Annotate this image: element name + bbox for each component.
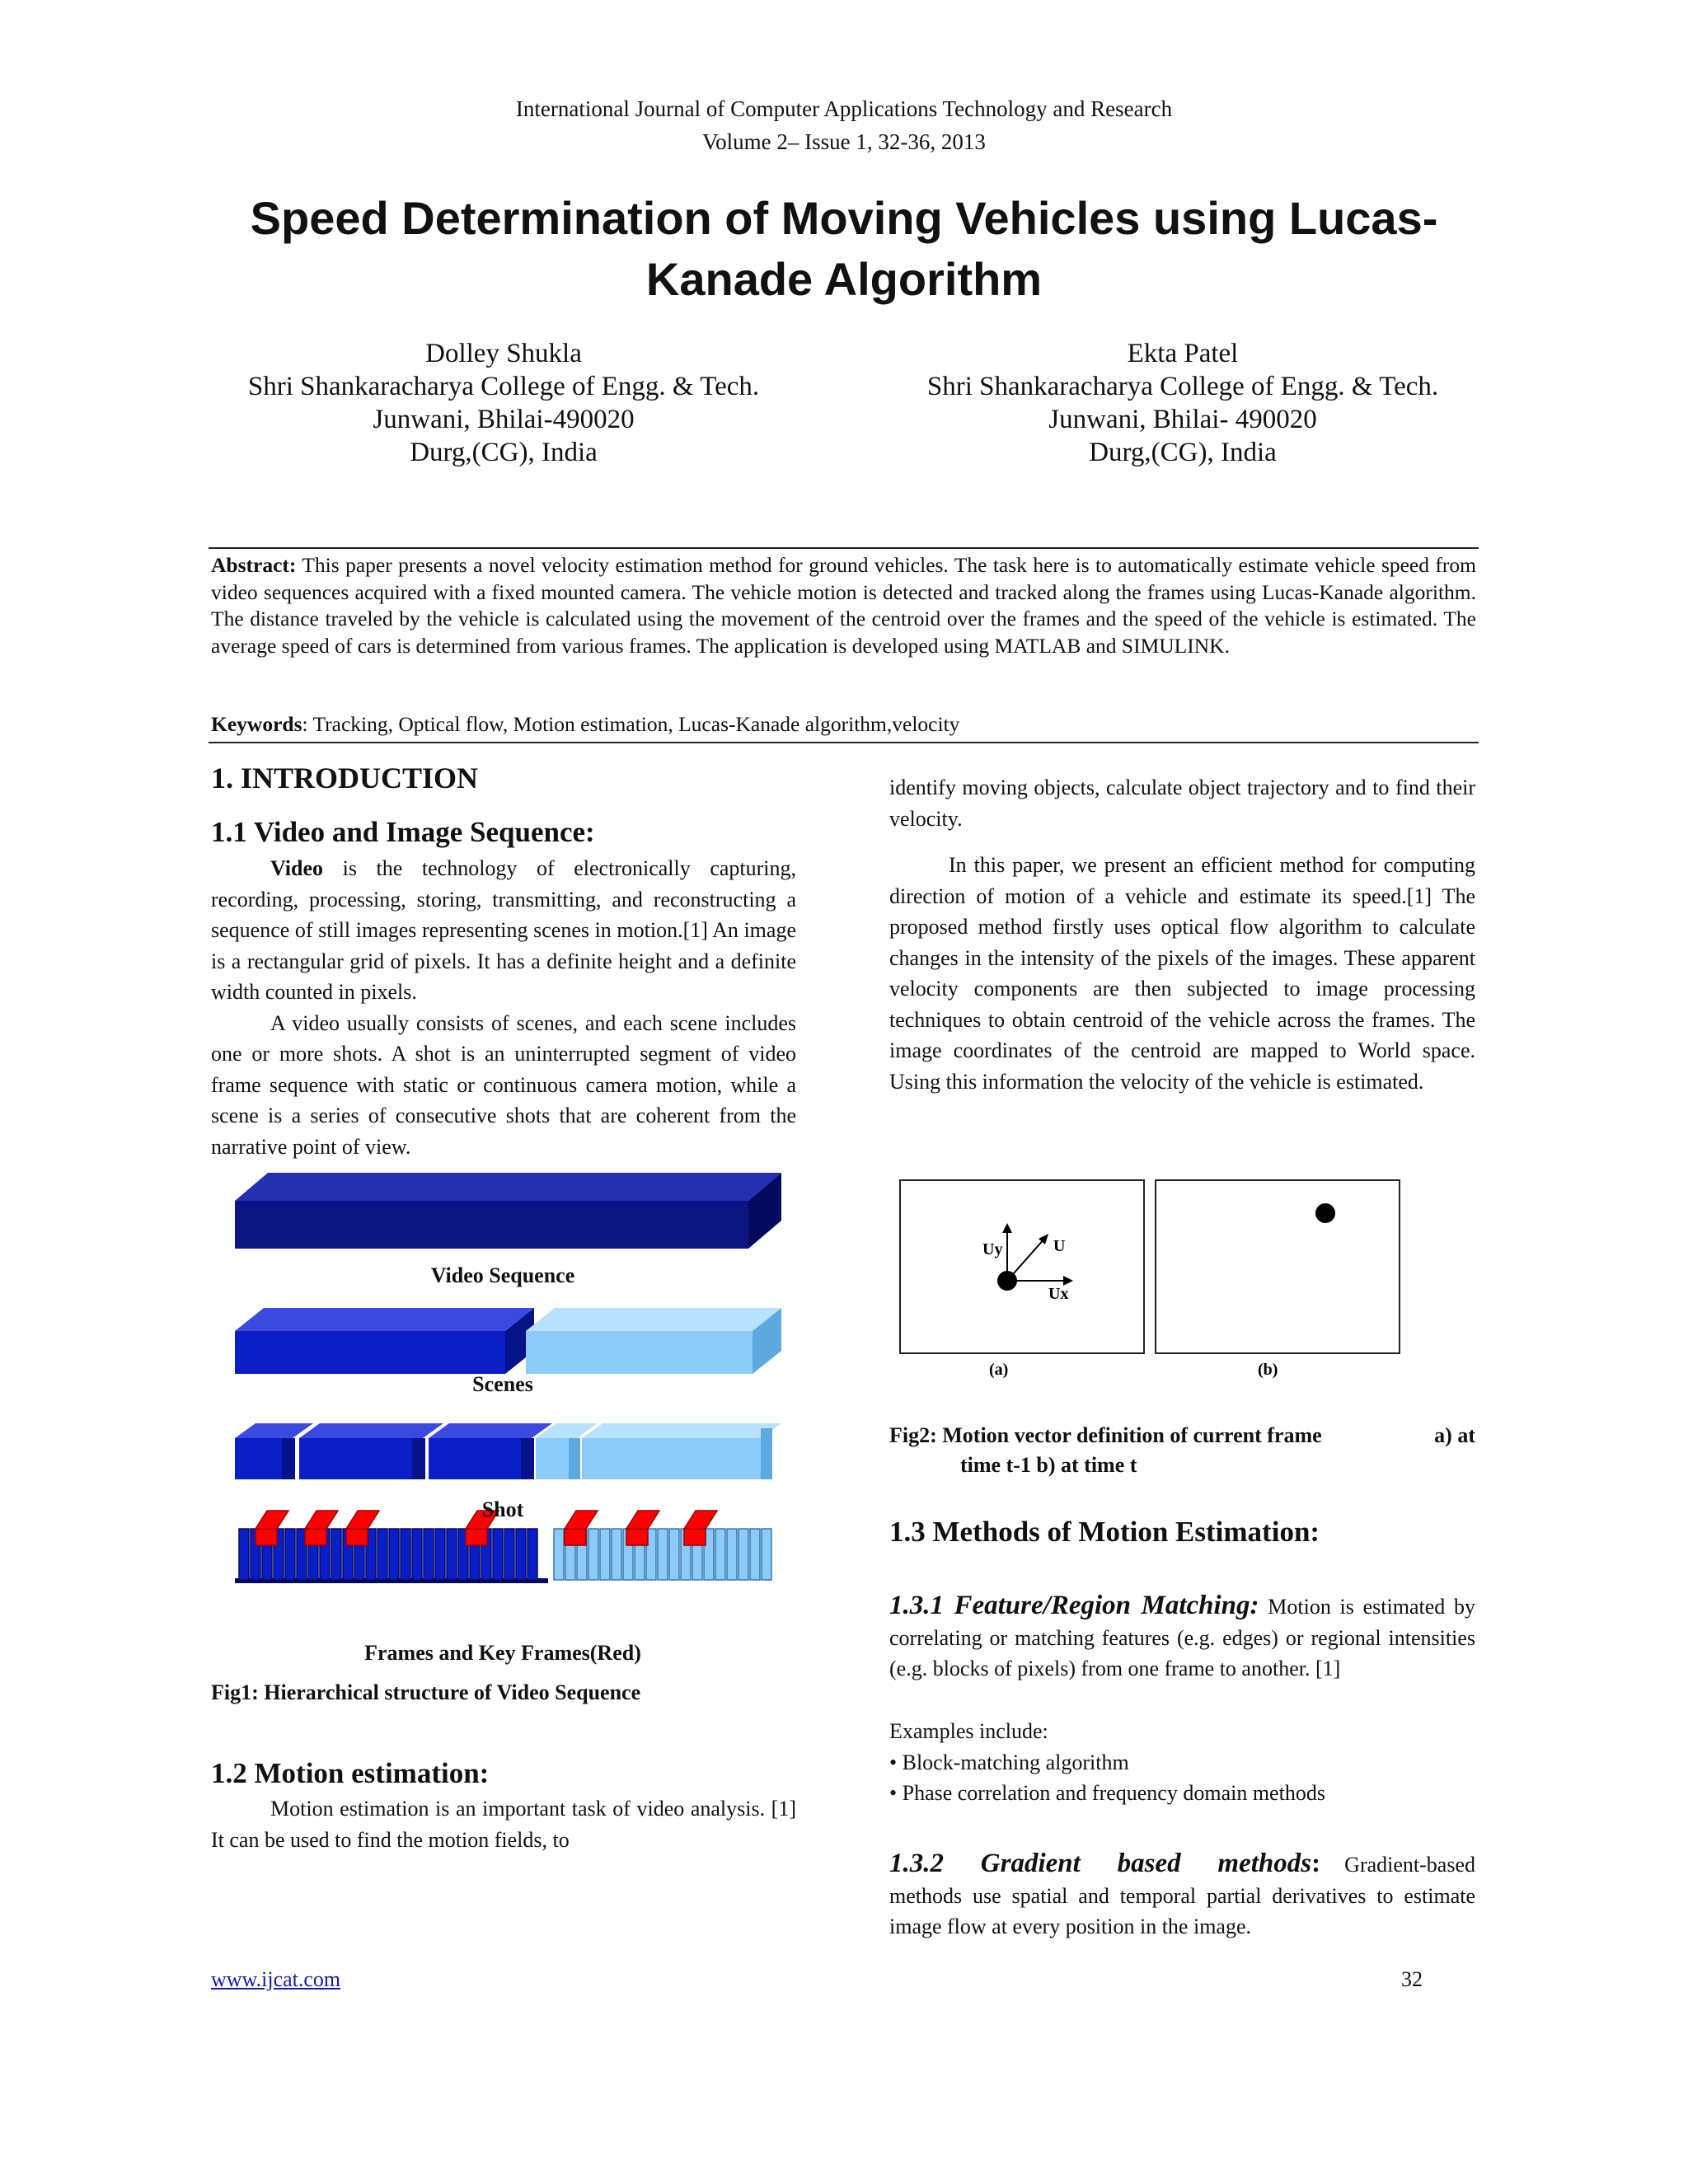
panel-b-label: (b) xyxy=(1258,1361,1278,1379)
intro-column-text xyxy=(211,853,796,1162)
title-line-2: Kanade Algorithm xyxy=(645,253,1043,305)
author-affiliation: Shri Shankaracharya College of Engg. & Tech. xyxy=(926,372,1439,401)
examples-label: Examples include: xyxy=(889,1719,1048,1743)
rule-top xyxy=(209,547,1479,549)
fig1-label-scenes: Scenes xyxy=(472,1372,533,1396)
journal-url-link[interactable]: www.ijcat.com xyxy=(211,1967,341,1991)
section-feature-matching xyxy=(889,1591,1475,1685)
heading-video-sequence: 1.1 Video and Image Sequence: xyxy=(211,816,595,848)
fig2-panel-a xyxy=(900,1180,1144,1353)
fig1-label-video-sequence: Video Sequence xyxy=(430,1263,575,1287)
author-name: Dolley Shukla xyxy=(425,339,582,368)
paragraph-proposed-method: In this paper, we present an efficient method for computing direction of motion of a vehicle and estimate its speed.[1] The proposed method firstly uses optical flow algorithm to calculate changes in the intensity of the pixels of the images. These apparent velocity components are then subjected to image processing techniques to obtain centroid of the vehicle across the frames. The image coordinates of the centroid are mapped to World space. Using this information the velocity of the vehicle is estimated. xyxy=(889,853,1475,1094)
fig2-motion-vector-diagram xyxy=(898,1179,1409,1385)
uy-label: Uy xyxy=(982,1240,1003,1258)
paper-title xyxy=(165,188,1523,310)
rule-bottom xyxy=(209,742,1479,743)
journal-volume: Volume 2– Issue 1, 32-36, 2013 xyxy=(702,129,986,154)
heading-methods: 1.3 Methods of Motion Estimation: xyxy=(889,1516,1320,1548)
keywords-label: Keywords xyxy=(211,712,302,736)
journal-name: International Journal of Computer Applications Technology and Research xyxy=(515,96,1173,121)
paragraph-video xyxy=(211,853,796,1008)
u-label: U xyxy=(1053,1237,1066,1255)
paragraph-motion-estimation: Motion estimation is an important task of video analysis. [1] It can be used to find the motion fields, to xyxy=(211,1797,796,1852)
heading-gradient-colon: : xyxy=(1311,1849,1321,1878)
heading-feature-matching: 1.3.1 Feature/Region Matching: xyxy=(889,1591,1259,1620)
keywords xyxy=(211,711,1476,738)
paragraph-scenes: A video usually consists of scenes, and each scene includes one or more shots. A shot is an uninterrupted segment of video frame sequence with static or continuous camera motion, while a scene is a series of consecutive shots that are coherent from the narrative point of view. xyxy=(211,1010,796,1159)
author-name: Ekta Patel xyxy=(1127,339,1239,368)
section-gradient-methods xyxy=(889,1849,1475,1943)
fig2-caption-line2: time t-1 b) at time t xyxy=(960,1453,1137,1477)
fig2-panel-b xyxy=(1156,1180,1400,1353)
author-affiliation: Shri Shankaracharya College of Engg. & Tech. xyxy=(247,372,760,401)
abstract-text: This paper presents a novel velocity estimation method for ground vehicles. The task here is to automatically estimate vehicle speed from video sequences acquired with a fixed mounted camera. The vehicle motion is detected and tracked along the frames using Lucas-Kanade algorithm. The distance traveled by the vehicle is calculated using the movement of the centroid over the frames and the speed of the vehicle is estimated. The average speed of cars is determined from various frames. The application is developed using MATLAB and SIMULINK. xyxy=(211,553,1476,658)
heading-gradient-methods: 1.3.2 Gradient based methods xyxy=(889,1849,1312,1878)
author-location: Durg,(CG), India xyxy=(410,438,598,467)
list-item: • Block-matching algorithm xyxy=(889,1750,1129,1774)
object-at-t xyxy=(1315,1203,1335,1223)
author-address: Junwani, Bhilai-490020 xyxy=(373,405,635,434)
scenes-blocks xyxy=(235,1308,781,1374)
title-line-1: Speed Determination of Moving Vehicles using Lucas- xyxy=(250,192,1438,244)
video-term: Video xyxy=(270,856,324,880)
paragraph-video-text: is the technology of electronically capturing, recording, processing, storing, transmitting, and reconstructing a sequence of still images representing scenes in motion.[1] An image is a rectangular grid of pixels. It has a definite height and a definite width counted in pixels. xyxy=(211,856,796,1004)
fig1-label-frames: Frames and Key Frames(Red) xyxy=(364,1641,641,1665)
heading-motion-estimation: 1.2 Motion estimation: xyxy=(211,1757,490,1789)
ux-label: Ux xyxy=(1048,1285,1069,1303)
fig2-caption-line1: Fig2: Motion vector definition of current frame xyxy=(889,1423,1322,1447)
abstract xyxy=(211,552,1476,659)
author-address: Junwani, Bhilai- 490020 xyxy=(1048,405,1317,434)
paragraph-gradient-methods: Gradient-based methods use spatial and temporal partial derivatives to estimate image flow at every position in the image. xyxy=(889,1853,1475,1938)
list-item: • Phase correlation and frequency domain methods xyxy=(889,1781,1325,1805)
author-block-1 xyxy=(190,337,817,469)
paragraph-identify: identify moving objects, calculate object trajectory and to find their velocity. xyxy=(889,776,1475,831)
author-block-2 xyxy=(870,337,1496,469)
fig2-caption-tail: a) at xyxy=(1434,1423,1475,1447)
page-number: 32 xyxy=(1401,1967,1423,1991)
examples-list xyxy=(889,1716,1325,1809)
abstract-label: Abstract: xyxy=(211,553,297,577)
fig1-caption: Fig1: Hierarchical structure of Video Sequence xyxy=(211,1680,641,1704)
fig1-label-shot: Shot xyxy=(481,1497,524,1521)
heading-introduction: 1. INTRODUCTION xyxy=(211,762,479,794)
keywords-text: : Tracking, Optical flow, Motion estimation, Lucas-Kanade algorithm,velocity xyxy=(302,712,960,736)
shot-blocks xyxy=(235,1423,781,1479)
paragraph-feature-matching: Motion is estimated by correlating or matching features (e.g. edges) or regional intensities (e.g. blocks of pixels) from one frame to another. [1] xyxy=(889,1595,1475,1680)
video-sequence-block xyxy=(235,1173,781,1249)
author-location: Durg,(CG), India xyxy=(1089,438,1277,467)
panel-a-label: (a) xyxy=(989,1361,1009,1379)
